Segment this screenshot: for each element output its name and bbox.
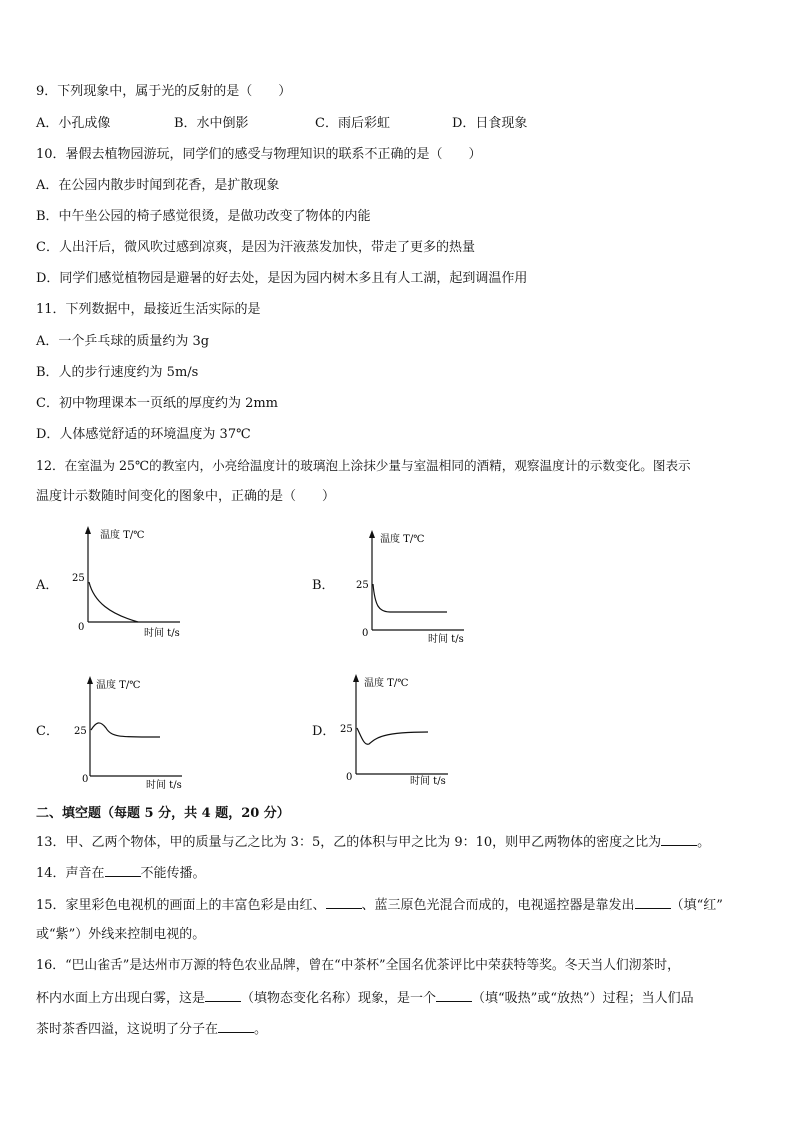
q16-blank-1[interactable] (205, 987, 241, 1002)
graph-b-y-arrow (369, 530, 375, 538)
graph-a (60, 522, 190, 642)
graph-a-curve (89, 582, 138, 622)
q15-text-1: 15．家里彩色电视机的画面上的丰富色彩是由红、 (36, 898, 326, 913)
graph-a-letter: A． (36, 578, 59, 593)
graph-d-letter: D． (312, 724, 336, 739)
q16-blank-3[interactable] (218, 1018, 254, 1033)
q12-stem-line1: 12．在室温为 25℃的教室内，小亮给温度计的玻璃泡上涂抹少量与室温相同的酒精，观察温度计的示数变化。图表示 (36, 458, 691, 473)
graph-d-y-label: 温度 T/℃ (364, 678, 409, 689)
q15-line2: 或“紫”）外线来控制电视的。 (36, 927, 206, 942)
graph-c-letter: C． (36, 724, 59, 739)
q15-text-2: 、蓝三原色光混合而成的，电视遥控器是靠发出 (361, 898, 635, 913)
graph-c-y-arrow (87, 676, 93, 684)
q13-text: 13．甲、乙两个物体，甲的质量与乙之比为 3：5，乙的体积与甲之比为 9：10，则甲乙两物体的密度之比为 (36, 835, 662, 850)
graph-c-origin: 0 (82, 774, 89, 785)
graph-a-y-arrow (85, 526, 91, 534)
graph-b-x-label: 时间 t/s (428, 634, 464, 645)
q16-line2 (36, 987, 694, 1009)
q10-option-d: D．同学们感觉植物园是避暑的好去处，是因为园内树木多且有人工湖，起到调温作用 (36, 271, 528, 286)
q12-stem-line2: 温度计示数随时间变化的图象中，正确的是（ ） (36, 489, 336, 504)
q16-text-2c: （填“吸热”或“放热”）过程；当人们品 (472, 991, 694, 1006)
q14-end: 不能传播。 (140, 866, 206, 881)
q13-end: 。 (697, 835, 711, 850)
graph-a-x-label: 时间 t/s (144, 628, 180, 639)
q13-blank[interactable] (661, 831, 697, 846)
q9-option-c: C．雨后彩虹 (315, 116, 390, 131)
q15-blank-1[interactable] (326, 894, 362, 909)
q15-text-3: （填“红” (670, 898, 723, 913)
graph-c-tick-25: 25 (74, 726, 87, 737)
graph-c-x-label: 时间 t/s (146, 780, 182, 791)
q13 (36, 831, 710, 853)
graph-b-letter: B． (312, 578, 335, 593)
graph-d (336, 670, 466, 790)
q14-blank[interactable] (105, 862, 141, 877)
graph-c-y-label: 温度 T/℃ (96, 680, 141, 691)
graph-c (66, 672, 190, 794)
q16-blank-2[interactable] (436, 987, 472, 1002)
q11-option-c: C．初中物理课本一页纸的厚度约为 2mm (36, 396, 279, 411)
graph-a-tick-25: 25 (72, 573, 85, 584)
graph-d-x-label: 时间 t/s (410, 776, 446, 787)
graph-d-curve (357, 728, 428, 744)
q10-stem: 10．暑假去植物园游玩，同学们的感受与物理知识的联系不正确的是（ ） (36, 147, 482, 162)
q10-option-c: C．人出汗后，微风吹过感到凉爽，是因为汗液蒸发加快，带走了更多的热量 (36, 240, 475, 255)
q10-option-a: A．在公园内散步时闻到花香，是扩散现象 (36, 178, 280, 193)
q16-line3 (36, 1018, 267, 1040)
q14 (36, 862, 206, 884)
q16-line1: 16．“巴山雀舌”是达州市万源的特色农业品牌，曾在“中茶杯”全国名优茶评比中荣获特等奖。冬天当人们沏茶时， (36, 958, 680, 973)
graph-b (342, 526, 472, 648)
q16-text-3a: 茶时茶香四溢，这说明了分子在 (36, 1022, 219, 1037)
q16-text-2a: 杯内水面上方出现白雾，这是 (36, 991, 206, 1006)
q11-option-a: A．一个乒乓球的质量约为 3g (36, 334, 210, 349)
q11-option-d: D．人体感觉舒适的环境温度为 37℃ (36, 427, 251, 442)
graph-a-y-label: 温度 T/℃ (100, 530, 145, 541)
section-heading: 二、填空题（每题 5 分，共 4 题，20 分） (36, 806, 290, 821)
graph-c-curve (91, 723, 160, 737)
graph-a-origin: 0 (78, 622, 85, 633)
q14-text: 14．声音在 (36, 866, 105, 881)
q10-option-b: B．中午坐公园的椅子感觉很烫，是做功改变了物体的内能 (36, 209, 371, 224)
graph-d-tick-25: 25 (340, 724, 353, 735)
graph-b-curve (373, 584, 447, 612)
q15-line1 (36, 894, 723, 916)
graph-d-y-arrow (353, 674, 359, 682)
q9-option-a: A．小孔成像 (36, 116, 111, 131)
q11-option-b: B．人的步行速度约为 5m/s (36, 365, 199, 380)
graph-b-y-label: 温度 T/℃ (380, 534, 425, 545)
q16-text-3b: 。 (254, 1022, 268, 1037)
q9-stem: 9．下列现象中，属于光的反射的是（ ） (36, 84, 292, 99)
graph-d-origin: 0 (346, 772, 353, 783)
graph-b-tick-25: 25 (356, 580, 369, 591)
graph-b-origin: 0 (362, 628, 369, 639)
q9-option-b: B．水中倒影 (174, 116, 249, 131)
q11-stem: 11．下列数据中，最接近生活实际的是 (36, 302, 261, 317)
q9-option-d: D．日食现象 (452, 116, 528, 131)
q15-blank-2[interactable] (635, 894, 671, 909)
q16-text-2b: （填物态变化名称）现象，是一个 (241, 991, 437, 1006)
